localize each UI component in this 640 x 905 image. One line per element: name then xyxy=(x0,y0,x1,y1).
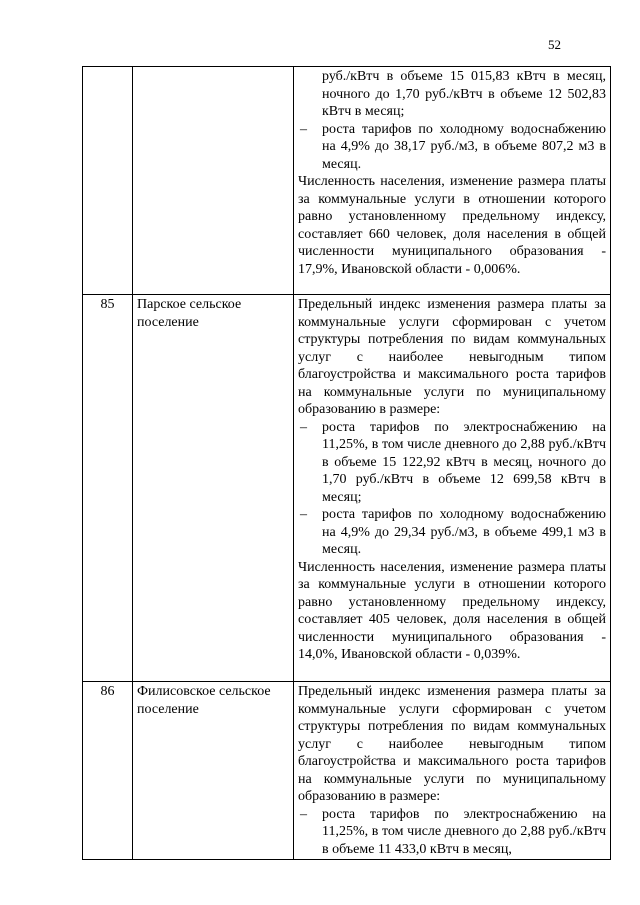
dash-bullet: – xyxy=(300,419,307,435)
population-text: Численность населения, изменение размера платы за коммунальные услуги в отношении которого равно установленному предельному индексу, составляет 660 человек, доля населения в общей численности муниципального образования - 17,9%, Ивановской области - 0,006%. xyxy=(298,174,606,277)
tariff-list xyxy=(298,121,606,174)
dash-bullet: – xyxy=(300,806,307,822)
list-item: – роста тарифов по холодному водоснабжению на 4,9% до 38,17 руб./м3, в объеме 807,2 м3 в месяц. xyxy=(300,121,606,172)
row-number: 85 xyxy=(83,295,133,682)
row-number xyxy=(83,67,133,295)
table-row xyxy=(83,67,611,295)
row-description xyxy=(294,295,611,682)
page-number: 52 xyxy=(548,37,561,52)
intro-text: Предельный индекс изменения размера платы за коммунальные услуги сформирован с учетом структуры потребления по видам коммунальных услуг с наиболее невыгодным типом благоустройства и максимального роста тарифов на коммунальные услуги по муниципальному образованию в размере: xyxy=(298,297,606,417)
table-row xyxy=(83,295,611,682)
row-description xyxy=(294,67,611,295)
continued-text: руб./кВтч в объеме 15 015,83 кВтч в месяц, ночного до 1,70 руб./кВтч в объеме 12 502,83 кВтч в месяц; xyxy=(322,69,606,119)
intro-text: Предельный индекс изменения размера платы за коммунальные услуги сформирован с учетом структуры потребления по видам коммунальных услуг с наиболее невыгодным типом благоустройства и максимального роста тарифов на коммунальные услуги по муниципальному образованию в размере: xyxy=(298,684,606,804)
municipality-name: Филисовское сельское поселение xyxy=(133,682,294,860)
dash-bullet: – xyxy=(300,507,307,522)
table-row xyxy=(83,682,611,860)
tariff-list xyxy=(298,419,606,559)
municipality-name: Парское сельское поселение xyxy=(133,295,294,682)
row-number: 86 xyxy=(83,682,133,860)
population-text: Численность населения, изменение размера платы за коммунальные услуги в отношении которого равно установленному предельному индексу, составляет 405 человек, доля населения в общей численности муниципального образования - 14,0%, Ивановской области - 0,039%. xyxy=(298,559,606,662)
list-item: – роста тарифов по электроснабжению на 11,25%, в том числе дневного до 2,88 руб./кВтч в объеме 15 122,92 кВтч в месяц, ночного до 1,70 руб./кВтч в объеме 12 699,58 кВтч в месяц; xyxy=(300,419,606,505)
dash-bullet: – xyxy=(300,121,307,137)
municipality-name xyxy=(133,67,294,295)
row-description xyxy=(294,682,611,860)
list-item: – роста тарифов по электроснабжению на 11,25%, в том числе дневного до 2,88 руб./кВтч в объеме 11 433,0 кВтч в месяц, xyxy=(300,806,606,857)
tariff-list xyxy=(298,806,606,859)
list-item: – роста тарифов по холодному водоснабжению на 4,9% до 29,34 руб./м3, в объеме 499,1 м3 в месяц. xyxy=(300,507,606,557)
municipalities-table xyxy=(82,66,611,860)
